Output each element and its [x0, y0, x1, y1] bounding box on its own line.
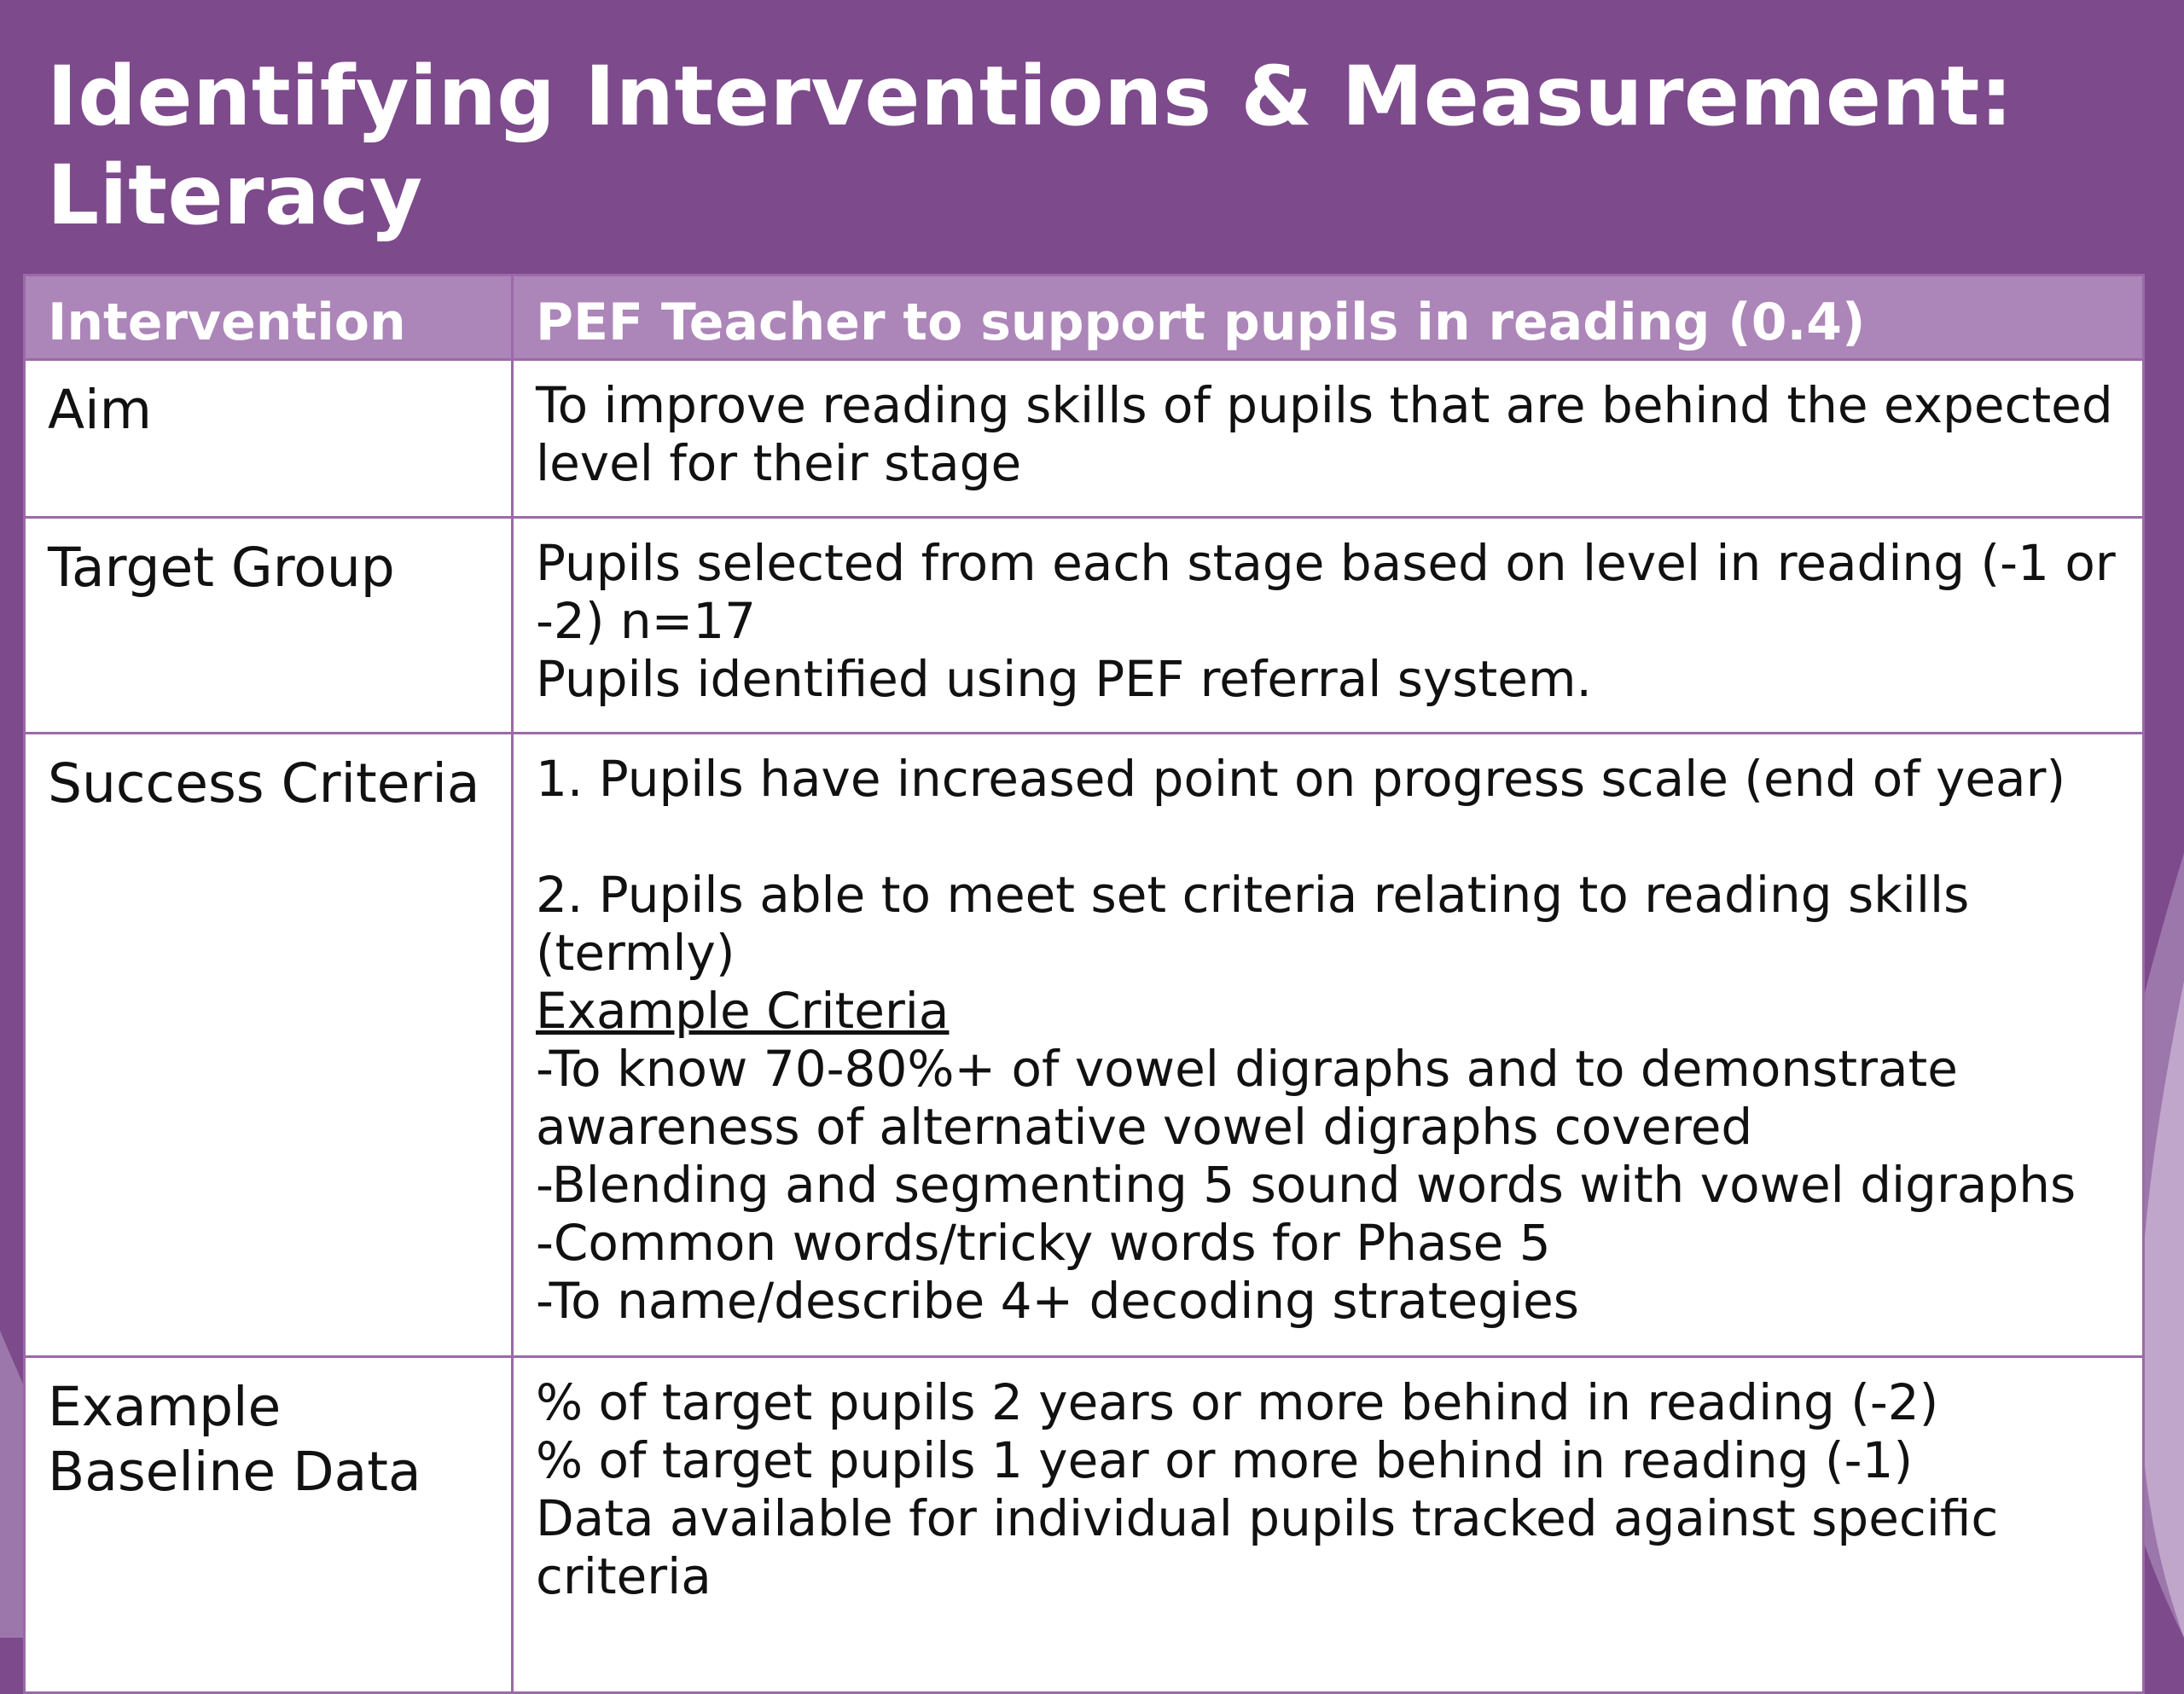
success-criteria-item-2: 2. Pupils able to meet set criteria relating to reading skills (termly) — [536, 866, 1985, 982]
example-criterion: -Common words/tricky words for Phase 5 — [536, 1214, 1551, 1272]
slide-title-line-1: Identifying Interventions & Measurement: — [47, 49, 2013, 144]
target-group-line-1: Pupils selected from each stage based on level in reading (-1 or -2) n=17 — [536, 534, 2132, 650]
example-criterion: -Blending and segmenting 5 sound words with vowel digraphs — [536, 1156, 2077, 1214]
aim-value: To improve reading skills of pupils that are behind the expected level for their stage — [513, 360, 2144, 518]
table-row-success-criteria — [25, 734, 2144, 1357]
intervention-table-wrapper — [23, 274, 2142, 1633]
example-criterion: -To name/describe 4+ decoding strategies — [536, 1272, 1579, 1330]
header-label-cell: Intervention — [25, 276, 513, 360]
slide-title — [47, 47, 2146, 245]
table-row-baseline-data — [25, 1357, 2144, 1693]
baseline-line: % of target pupils 1 year or more behind in reading (-1) — [536, 1431, 1914, 1489]
target-group-label: Target Group — [25, 518, 513, 734]
table-row-aim — [25, 360, 2144, 518]
target-group-value — [513, 518, 2144, 734]
baseline-line: Data available for individual pupils tracked against specific criteria — [536, 1489, 2014, 1605]
table-row-target-group — [25, 518, 2144, 734]
aim-label: Aim — [25, 360, 513, 518]
spacer — [536, 808, 2120, 866]
example-criteria-heading: Example Criteria — [536, 982, 950, 1040]
success-criteria-item-1: 1. Pupils have increased point on progress scale (end of year) — [536, 750, 2066, 808]
success-criteria-label: Success Criteria — [25, 734, 513, 1357]
baseline-label-line-1: Example — [48, 1376, 282, 1438]
header-value-cell: PEF Teacher to support pupils in reading (0.4) — [513, 276, 2144, 360]
baseline-line: % of target pupils 2 years or more behind in reading (-2) — [536, 1373, 1939, 1431]
success-criteria-value — [513, 734, 2144, 1357]
target-group-line-2: Pupils identified using PEF referral system. — [536, 650, 1592, 708]
baseline-label-line-2: Baseline Data — [48, 1441, 421, 1503]
table-header-row — [25, 276, 2144, 360]
intervention-table — [23, 274, 2145, 1694]
baseline-label — [25, 1357, 513, 1693]
slide-title-line-2: Literacy — [47, 148, 423, 243]
example-criterion: -To know 70-80%+ of vowel digraphs and to demonstrate awareness of alternative vowel digraphs covered — [536, 1040, 1974, 1156]
baseline-value — [513, 1357, 2144, 1693]
